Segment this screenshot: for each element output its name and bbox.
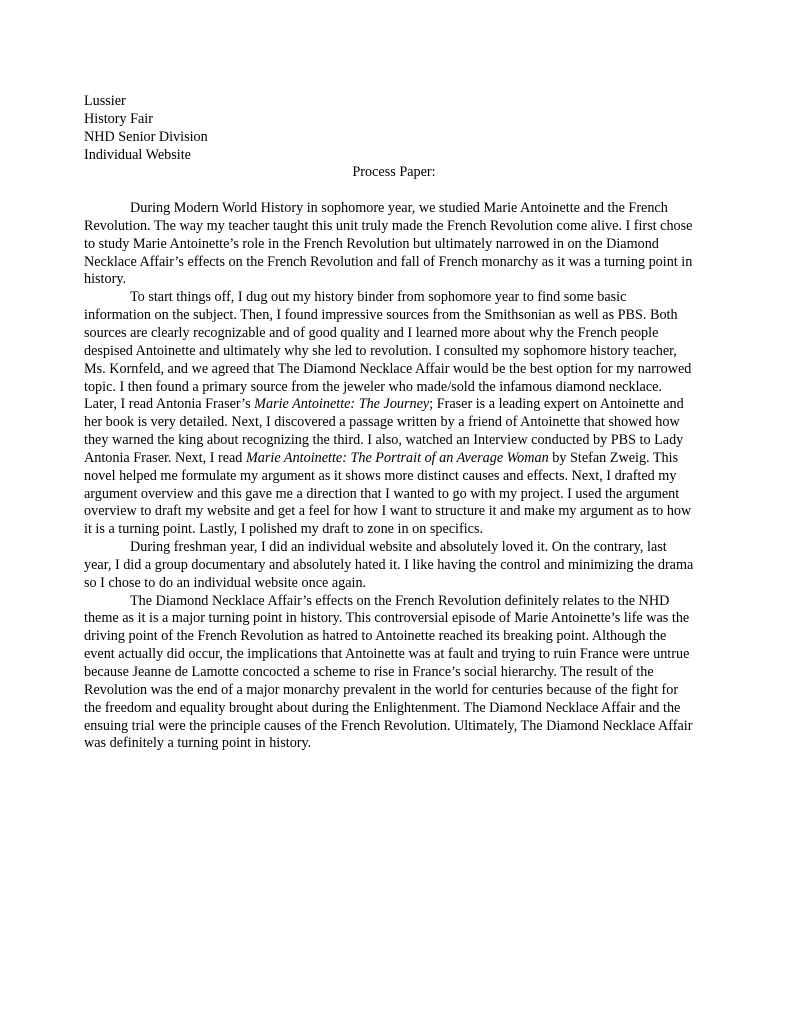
book-title-fraser: Marie Antoinette: The Journey	[254, 396, 430, 413]
paragraph-1: During Modern World History in sophomore year, we studied Marie Antoinette and the French Revolution. The way my teacher taught this unit truly made the French Revolution come alive. I first chose to study Marie Antoinette’s role in the French Revolution but ultimately narrowed in on the Diamond Necklace Affair’s effects on the French Revolution and fall of French monarchy as it was a turning point in history.	[84, 200, 693, 288]
event-name: History Fair	[84, 110, 153, 127]
document-body	[84, 93, 696, 753]
paragraph-2	[84, 289, 696, 539]
page-title: Process Paper:	[352, 164, 436, 181]
paragraph-2-text-a: To start things off, I dug out my history binder from sophomore year to find some basic information on the subject. Then, I found impressive sources from the Smithsonian as well as PBS. Both sources are clearly recognizable and of good quality and I learned more about why the French people despised Antoinette and ultimately why she led to revolution. I consulted my sophomore history teacher, Ms. Kornfeld, and we agreed that The Diamond Necklace Affair would be the best option for my narrowed topic. I then found a primary source from the jeweler who made/sold the infamous diamond necklace. Later, I read Antonia Fraser’s	[84, 289, 692, 413]
paragraph-2-text-c: by Stefan Zweig. This novel helped me formulate my argument as it shows more distinct causes and effects. Next, I drafted my argument overview and this gave me a direction that I wanted to go with my project. I used the argument overview to draft my website and get a feel for how I want to structure it and make my argument as to how it is a turning point. Lastly, I polished my draft to zone in on specifics.	[84, 449, 692, 538]
division-name: NHD Senior Division	[84, 128, 208, 145]
category-name: Individual Website	[84, 146, 191, 163]
paragraph-2-text-b: ; Fraser is a leading expert on Antoinette and her book is very detailed. Next, I discovered a passage written by a friend of Antoinette that showed how they warned the king about recognizing the third. I also, watched an Interview conducted by PBS to Lady Antonia Fraser. Next, I read	[84, 396, 684, 466]
author-name: Lussier	[84, 93, 126, 109]
paragraph-3: During freshman year, I did an individual website and absolutely loved it. On the contrary, last year, I did a group documentary and absolutely hated it. I like having the control and minimizing the drama so I chose to do an individual website once again.	[84, 539, 694, 591]
paragraph-4: The Diamond Necklace Affair’s effects on the French Revolution definitely relates to the NHD theme as it is a major turning point in history. This controversial episode of Marie Antoinette’s life was the driving point of the French Revolution as hatred to Antoinette reached its breaking point. Although the event actually did occur, the implications that Antoinette was at fault and trying to ruin France were untrue because Jeanne de Lamotte concocted a scheme to rise in France’s social hierarchy. The result of the Revolution was the end of a major monarchy prevalent in the world for centuries because of the fight for the freedom and equality brought about during the Enlightenment. The Diamond Necklace Affair and the ensuing trial were the principle causes of the French Revolution. Ultimately, The Diamond Necklace Affair was definitely a turning point in history.	[84, 592, 693, 752]
blank-line	[84, 182, 696, 200]
book-title-zweig: Marie Antoinette: The Portrait of an Average Woman	[245, 449, 549, 466]
